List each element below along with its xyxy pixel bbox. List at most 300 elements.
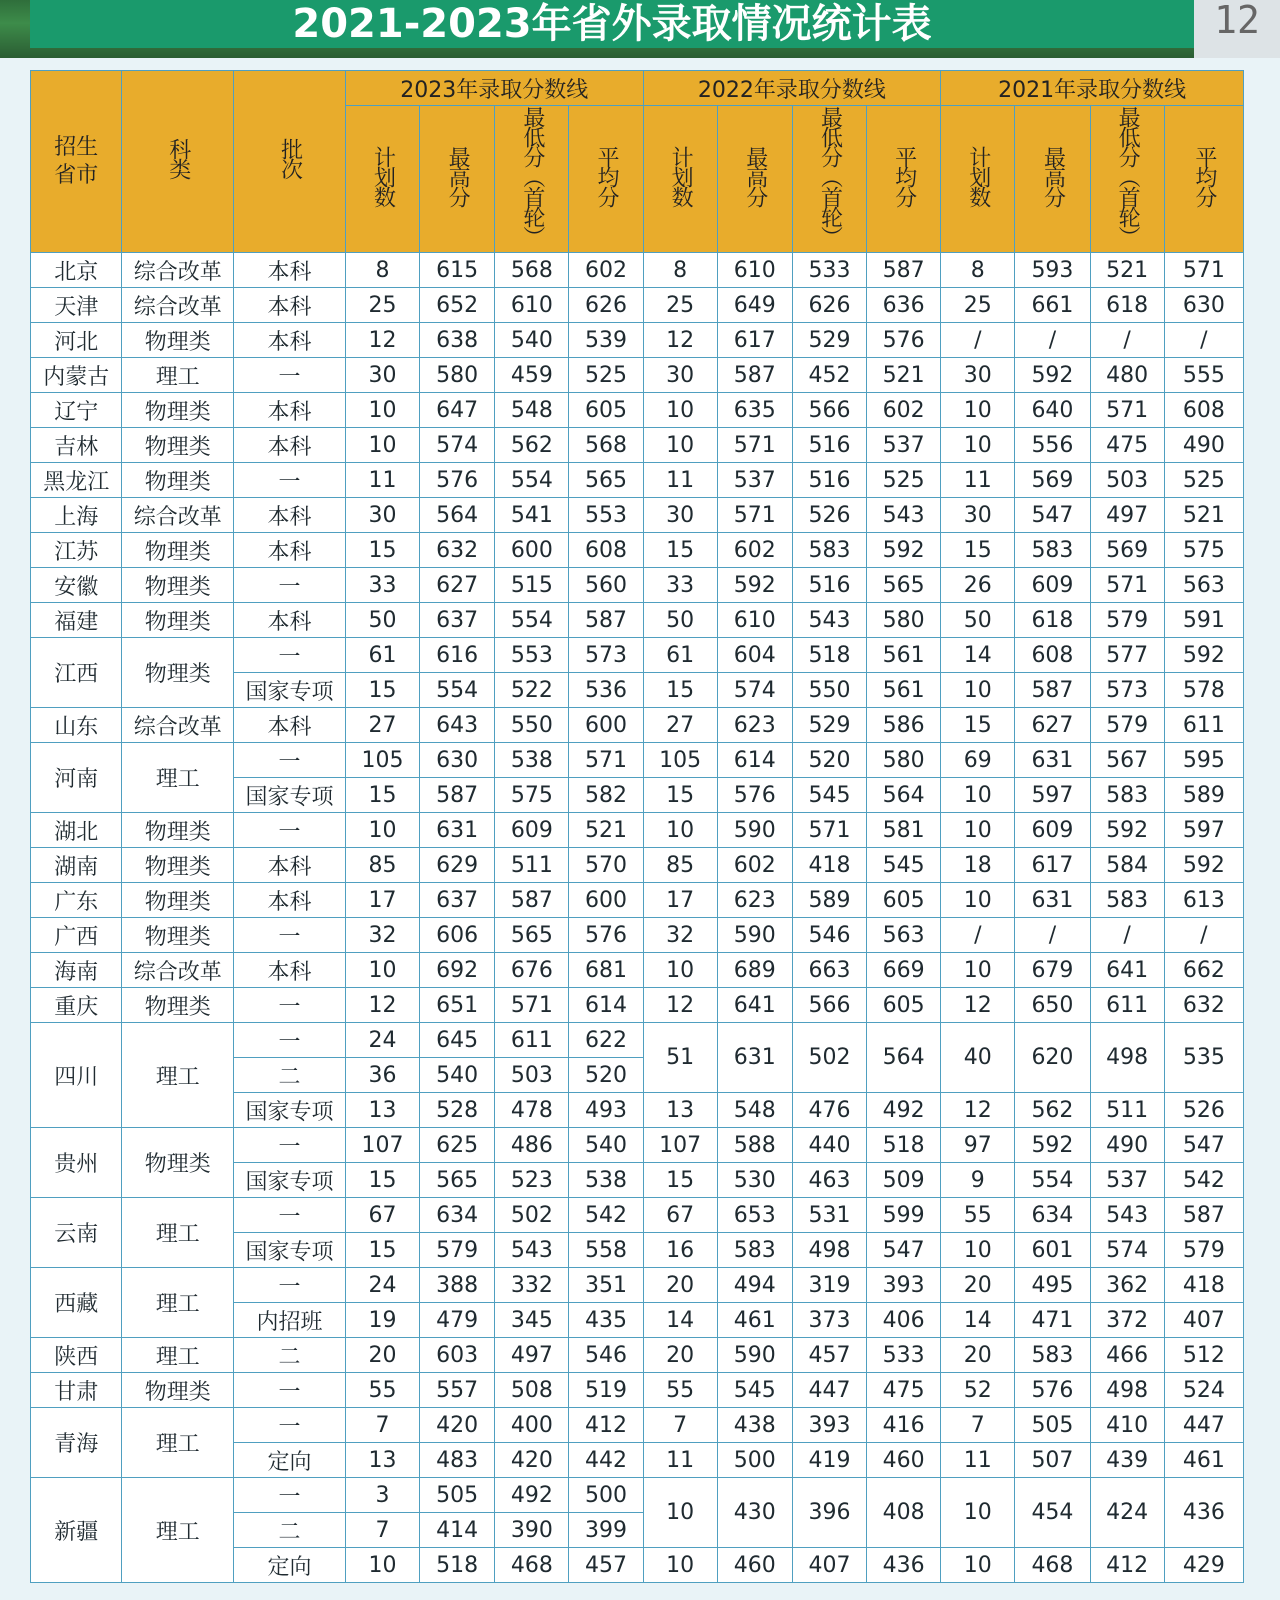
table-cell: 595 — [1164, 743, 1243, 778]
table-cell: 50 — [345, 603, 419, 638]
table-cell: 湖北 — [31, 813, 122, 848]
table-cell: 10 — [941, 1233, 1015, 1268]
table-cell: 27 — [345, 708, 419, 743]
header-year-2022: 2022年录取分数线 — [643, 71, 941, 106]
table-cell: 573 — [569, 638, 643, 673]
table-cell: 540 — [495, 323, 569, 358]
table-cell: 692 — [420, 953, 495, 988]
table-cell: 476 — [792, 1093, 866, 1128]
table-cell: 410 — [1090, 1408, 1164, 1443]
table-cell: 581 — [867, 813, 941, 848]
table-row — [31, 1023, 1244, 1058]
table-row — [31, 463, 1244, 498]
table-cell: 601 — [1015, 1233, 1090, 1268]
table-cell: 17 — [345, 883, 419, 918]
table-cell: 418 — [1164, 1268, 1243, 1303]
table-cell: 525 — [867, 463, 941, 498]
table-cell: 20 — [941, 1268, 1015, 1303]
table-cell: 412 — [569, 1408, 643, 1443]
table-cell: 579 — [420, 1233, 495, 1268]
table-cell: 495 — [1015, 1268, 1090, 1303]
table-cell: 583 — [1015, 533, 1090, 568]
table-cell: 627 — [420, 568, 495, 603]
table-cell: 一 — [234, 1268, 346, 1303]
table-cell: 516 — [792, 428, 866, 463]
table-cell: 528 — [420, 1093, 495, 1128]
table-cell: 物理类 — [122, 463, 234, 498]
table-cell: 10 — [941, 813, 1015, 848]
table-cell: 理工 — [122, 1338, 234, 1373]
table-cell: 605 — [867, 988, 941, 1023]
table-cell: 10 — [941, 428, 1015, 463]
table-cell: 580 — [867, 743, 941, 778]
table-cell: 15 — [345, 1233, 419, 1268]
table-cell: 614 — [717, 743, 792, 778]
table-cell: 626 — [792, 288, 866, 323]
table-cell: 565 — [867, 568, 941, 603]
table-cell: 507 — [1015, 1443, 1090, 1478]
table-cell: 418 — [792, 848, 866, 883]
table-cell: 587 — [495, 883, 569, 918]
table-cell: 15 — [643, 778, 717, 813]
table-cell: 综合改革 — [122, 253, 234, 288]
table-row — [31, 1268, 1244, 1303]
sub-header-cell: 计划数 — [643, 106, 717, 253]
table-cell: 562 — [495, 428, 569, 463]
table-cell: 662 — [1164, 953, 1243, 988]
page-number: 12 — [1214, 0, 1260, 42]
table-cell: 30 — [941, 498, 1015, 533]
header-subject: 科类 — [122, 71, 234, 253]
table-row — [31, 1338, 1244, 1373]
table-cell: 597 — [1015, 778, 1090, 813]
table-cell: 372 — [1090, 1303, 1164, 1338]
table-cell: 463 — [792, 1163, 866, 1198]
table-cell: 447 — [1164, 1408, 1243, 1443]
table-cell: 湖南 — [31, 848, 122, 883]
table-cell: 542 — [569, 1198, 643, 1233]
table-cell: 518 — [867, 1128, 941, 1163]
table-cell: 物理类 — [122, 533, 234, 568]
table-cell: 649 — [717, 288, 792, 323]
table-cell: 13 — [643, 1093, 717, 1128]
table-cell: 15 — [643, 1163, 717, 1198]
sub-header-cell: 计划数 — [345, 106, 419, 253]
table-cell: 12 — [941, 988, 1015, 1023]
table-cell: 512 — [1164, 1338, 1243, 1373]
table-cell: 604 — [717, 638, 792, 673]
table-cell: 本科 — [234, 323, 346, 358]
table-cell: 27 — [643, 708, 717, 743]
table-cell: 576 — [420, 463, 495, 498]
table-cell: 497 — [1090, 498, 1164, 533]
table-cell: 内蒙古 — [31, 358, 122, 393]
table-cell: 13 — [345, 1443, 419, 1478]
table-cell: 547 — [1015, 498, 1090, 533]
table-cell: 520 — [569, 1058, 643, 1093]
table-cell: 500 — [569, 1478, 643, 1513]
table-cell: 19 — [345, 1303, 419, 1338]
sub-header-cell: 最低分（首轮） — [792, 106, 866, 253]
table-cell: 576 — [717, 778, 792, 813]
table-cell: 20 — [941, 1338, 1015, 1373]
table-cell: 554 — [420, 673, 495, 708]
table-cell: 571 — [1090, 393, 1164, 428]
table-cell: 一 — [234, 1478, 346, 1513]
table-cell: 468 — [495, 1548, 569, 1583]
table-cell: 466 — [1090, 1338, 1164, 1373]
table-cell: / — [1015, 918, 1090, 953]
table-cell: 521 — [867, 358, 941, 393]
table-cell: 616 — [420, 638, 495, 673]
table-cell: 564 — [867, 1023, 941, 1093]
table-cell: 26 — [941, 568, 1015, 603]
table-cell: 608 — [1015, 638, 1090, 673]
table-cell: 538 — [495, 743, 569, 778]
table-cell: 597 — [1164, 813, 1243, 848]
table-row — [31, 988, 1244, 1023]
table-cell: 468 — [1015, 1548, 1090, 1583]
table-cell: 634 — [1015, 1198, 1090, 1233]
table-cell: 理工 — [122, 1268, 234, 1338]
table-cell: 459 — [495, 358, 569, 393]
table-cell: 安徽 — [31, 568, 122, 603]
table-cell: 物理类 — [122, 848, 234, 883]
table-cell: 592 — [1164, 638, 1243, 673]
table-cell: 592 — [1090, 813, 1164, 848]
table-cell: 414 — [420, 1513, 495, 1548]
table-cell: 10 — [941, 953, 1015, 988]
table-cell: 591 — [1164, 603, 1243, 638]
table-cell: 618 — [1015, 603, 1090, 638]
table-cell: 440 — [792, 1128, 866, 1163]
sub-header-cell: 最低分（首轮） — [1090, 106, 1164, 253]
table-cell: 14 — [643, 1303, 717, 1338]
table-cell: 570 — [569, 848, 643, 883]
table-cell: 582 — [569, 778, 643, 813]
table-cell: 589 — [792, 883, 866, 918]
table-cell: 97 — [941, 1128, 1015, 1163]
table-cell: 本科 — [234, 253, 346, 288]
table-cell: / — [941, 323, 1015, 358]
table-cell: 537 — [717, 463, 792, 498]
table-cell: 579 — [1090, 603, 1164, 638]
table-cell: 国家专项 — [234, 1233, 346, 1268]
table-cell: 538 — [569, 1163, 643, 1198]
table-cell: 351 — [569, 1268, 643, 1303]
table-row — [31, 918, 1244, 953]
table-cell: 7 — [941, 1408, 1015, 1443]
table-row — [31, 813, 1244, 848]
table-cell: 635 — [717, 393, 792, 428]
table-cell: 645 — [420, 1023, 495, 1058]
table-cell: 546 — [569, 1338, 643, 1373]
table-cell: 608 — [1164, 393, 1243, 428]
table-cell: 548 — [495, 393, 569, 428]
table-cell: 583 — [792, 533, 866, 568]
table-cell: 565 — [495, 918, 569, 953]
table-cell: 641 — [1090, 953, 1164, 988]
table-cell: 32 — [643, 918, 717, 953]
table-cell: 522 — [495, 673, 569, 708]
table-cell: 661 — [1015, 288, 1090, 323]
table-cell: 物理类 — [122, 1128, 234, 1198]
table-cell: 571 — [1090, 568, 1164, 603]
table-cell: 400 — [495, 1408, 569, 1443]
table-cell: 12 — [643, 988, 717, 1023]
table-cell: 630 — [1164, 288, 1243, 323]
table-cell: 51 — [643, 1023, 717, 1093]
table-cell: 15 — [345, 778, 419, 813]
table-cell: 457 — [569, 1548, 643, 1583]
table-cell: 541 — [495, 498, 569, 533]
table-cell: 569 — [1015, 463, 1090, 498]
table-cell: 574 — [1090, 1233, 1164, 1268]
table-cell: 33 — [643, 568, 717, 603]
table-cell: 590 — [717, 1338, 792, 1373]
table-cell: 508 — [495, 1373, 569, 1408]
table-cell: 定向 — [234, 1443, 346, 1478]
table-cell: 592 — [867, 533, 941, 568]
table-cell: 494 — [717, 1268, 792, 1303]
table-cell: 8 — [345, 253, 419, 288]
table-cell: 638 — [420, 323, 495, 358]
table-cell: 479 — [420, 1303, 495, 1338]
table-cell: 622 — [569, 1023, 643, 1058]
table-cell: 566 — [792, 393, 866, 428]
table-cell: 11 — [941, 463, 1015, 498]
table-cell: 592 — [1164, 848, 1243, 883]
table-row — [31, 953, 1244, 988]
table-cell: 388 — [420, 1268, 495, 1303]
table-cell: 13 — [345, 1093, 419, 1128]
table-cell: 525 — [569, 358, 643, 393]
sub-header-cell: 平均分 — [867, 106, 941, 253]
table-cell: 国家专项 — [234, 778, 346, 813]
table-cell: 55 — [643, 1373, 717, 1408]
table-row — [31, 708, 1244, 743]
table-cell: 545 — [717, 1373, 792, 1408]
table-cell: 10 — [643, 813, 717, 848]
table-cell: 608 — [569, 533, 643, 568]
table-cell: 620 — [1015, 1023, 1090, 1093]
table-cell: 632 — [420, 533, 495, 568]
table-cell: 西藏 — [31, 1268, 122, 1338]
table-cell: 436 — [867, 1548, 941, 1583]
table-cell: 571 — [717, 428, 792, 463]
table-cell: 592 — [1015, 358, 1090, 393]
table-cell: 543 — [495, 1233, 569, 1268]
table-cell: 福建 — [31, 603, 122, 638]
table-cell: 546 — [792, 918, 866, 953]
table-cell: 611 — [1164, 708, 1243, 743]
table-cell: 本科 — [234, 708, 346, 743]
header-year-2023: 2023年录取分数线 — [345, 71, 643, 106]
table-cell: 黑龙江 — [31, 463, 122, 498]
table-cell: 408 — [867, 1478, 941, 1548]
table-cell: 502 — [495, 1198, 569, 1233]
table-cell: 609 — [495, 813, 569, 848]
table-cell: 二 — [234, 1513, 346, 1548]
table-cell: 689 — [717, 953, 792, 988]
table-cell: 640 — [1015, 393, 1090, 428]
table-cell: 一 — [234, 743, 346, 778]
table-cell: 592 — [717, 568, 792, 603]
table-cell: 25 — [643, 288, 717, 323]
table-row — [31, 883, 1244, 918]
table-cell: 11 — [643, 1443, 717, 1478]
table-cell: 650 — [1015, 988, 1090, 1023]
table-cell: 云南 — [31, 1198, 122, 1268]
table-cell: 30 — [941, 358, 1015, 393]
table-cell: 550 — [792, 673, 866, 708]
table-cell: 571 — [717, 498, 792, 533]
table-cell: 587 — [717, 358, 792, 393]
table-cell: 587 — [867, 253, 941, 288]
table-cell: 579 — [1164, 1233, 1243, 1268]
table-cell: 海南 — [31, 953, 122, 988]
table-cell: 7 — [643, 1408, 717, 1443]
table-cell: 15 — [643, 533, 717, 568]
table-cell: 40 — [941, 1023, 1015, 1093]
table-cell: 632 — [1164, 988, 1243, 1023]
admission-table — [30, 70, 1244, 1583]
table-cell: 461 — [717, 1303, 792, 1338]
table-cell: 589 — [1164, 778, 1243, 813]
table-cell: 江西 — [31, 638, 122, 708]
table-cell: 407 — [792, 1548, 866, 1583]
table-cell: 11 — [941, 1443, 1015, 1478]
table-cell: 7 — [345, 1408, 419, 1443]
table-cell: 物理类 — [122, 428, 234, 463]
table-cell: 497 — [495, 1338, 569, 1373]
table-cell: 物理类 — [122, 813, 234, 848]
table-cell: 578 — [1164, 673, 1243, 708]
table-cell: 420 — [420, 1408, 495, 1443]
table-cell: 20 — [643, 1268, 717, 1303]
table-cell: 475 — [867, 1373, 941, 1408]
table-cell: 590 — [717, 918, 792, 953]
table-cell: 529 — [792, 323, 866, 358]
table-cell: 419 — [792, 1443, 866, 1478]
table-cell: 物理类 — [122, 1373, 234, 1408]
table-cell: 584 — [1090, 848, 1164, 883]
table-cell: 564 — [420, 498, 495, 533]
table-cell: 618 — [1090, 288, 1164, 323]
table-cell: 20 — [345, 1338, 419, 1373]
table-cell: 10 — [345, 1548, 419, 1583]
table-cell: 10 — [643, 428, 717, 463]
table-cell: 588 — [717, 1128, 792, 1163]
table-cell: 9 — [941, 1163, 1015, 1198]
table-cell: 676 — [495, 953, 569, 988]
table-cell: 600 — [569, 883, 643, 918]
table-cell: 10 — [643, 1548, 717, 1583]
table-cell: 637 — [420, 883, 495, 918]
table-cell: 山东 — [31, 708, 122, 743]
table-cell: 492 — [495, 1478, 569, 1513]
table-cell: 647 — [420, 393, 495, 428]
table-cell: 543 — [867, 498, 941, 533]
sub-header-cell: 平均分 — [1164, 106, 1243, 253]
table-cell: 460 — [717, 1548, 792, 1583]
table-cell: 471 — [1015, 1303, 1090, 1338]
table-cell: 理工 — [122, 1023, 234, 1128]
table-cell: 436 — [1164, 1478, 1243, 1548]
table-cell: 412 — [1090, 1548, 1164, 1583]
table-cell: 587 — [569, 603, 643, 638]
table-cell: 物理类 — [122, 918, 234, 953]
table-cell: 理工 — [122, 1478, 234, 1583]
sub-header-cell: 最低分（首轮） — [495, 106, 569, 253]
table-cell: 85 — [345, 848, 419, 883]
table-cell: 663 — [792, 953, 866, 988]
table-cell: 85 — [643, 848, 717, 883]
table-cell: 55 — [345, 1373, 419, 1408]
table-cell: 物理类 — [122, 988, 234, 1023]
table-cell: 543 — [792, 603, 866, 638]
table-cell: 10 — [345, 428, 419, 463]
sub-header-cell: 最高分 — [1015, 106, 1090, 253]
table-cell: 553 — [569, 498, 643, 533]
table-cell: 524 — [1164, 1373, 1243, 1408]
table-cell: 602 — [717, 848, 792, 883]
table-cell: 457 — [792, 1338, 866, 1373]
table-cell: 643 — [420, 708, 495, 743]
sub-header-cell: 平均分 — [569, 106, 643, 253]
table-row — [31, 393, 1244, 428]
table-cell: 10 — [643, 953, 717, 988]
table-cell: 592 — [1015, 1128, 1090, 1163]
table-cell: 10 — [941, 393, 1015, 428]
table-cell: 519 — [569, 1373, 643, 1408]
table-cell: 319 — [792, 1268, 866, 1303]
table-cell: 15 — [941, 533, 1015, 568]
table-cell: 626 — [569, 288, 643, 323]
table-cell: 17 — [643, 883, 717, 918]
table-cell: 576 — [569, 918, 643, 953]
table-cell: 10 — [345, 393, 419, 428]
table-cell: 吉林 — [31, 428, 122, 463]
table-cell: 525 — [1164, 463, 1243, 498]
admission-table-wrapper — [30, 70, 1244, 1583]
table-cell: 516 — [792, 568, 866, 603]
table-cell: 一 — [234, 1408, 346, 1443]
table-cell: 25 — [941, 288, 1015, 323]
table-cell: 438 — [717, 1408, 792, 1443]
table-cell: 四川 — [31, 1023, 122, 1128]
table-cell: 610 — [717, 603, 792, 638]
table-cell: 430 — [717, 1478, 792, 1548]
table-cell: 563 — [867, 918, 941, 953]
table-row — [31, 323, 1244, 358]
table-cell: 贵州 — [31, 1128, 122, 1198]
table-cell: 甘肃 — [31, 1373, 122, 1408]
page-title: 2021-2023年省外录取情况统计表 — [292, 1, 932, 47]
table-cell: 物理类 — [122, 603, 234, 638]
table-cell: 553 — [495, 638, 569, 673]
table-cell: 547 — [1164, 1128, 1243, 1163]
table-cell: 576 — [867, 323, 941, 358]
sub-header-cell: 计划数 — [941, 106, 1015, 253]
table-cell: 511 — [1090, 1093, 1164, 1128]
table-cell: 518 — [792, 638, 866, 673]
table-cell: 610 — [495, 288, 569, 323]
table-cell: 530 — [717, 1163, 792, 1198]
table-cell: 498 — [792, 1233, 866, 1268]
table-cell: / — [1164, 323, 1243, 358]
table-cell: 本科 — [234, 288, 346, 323]
